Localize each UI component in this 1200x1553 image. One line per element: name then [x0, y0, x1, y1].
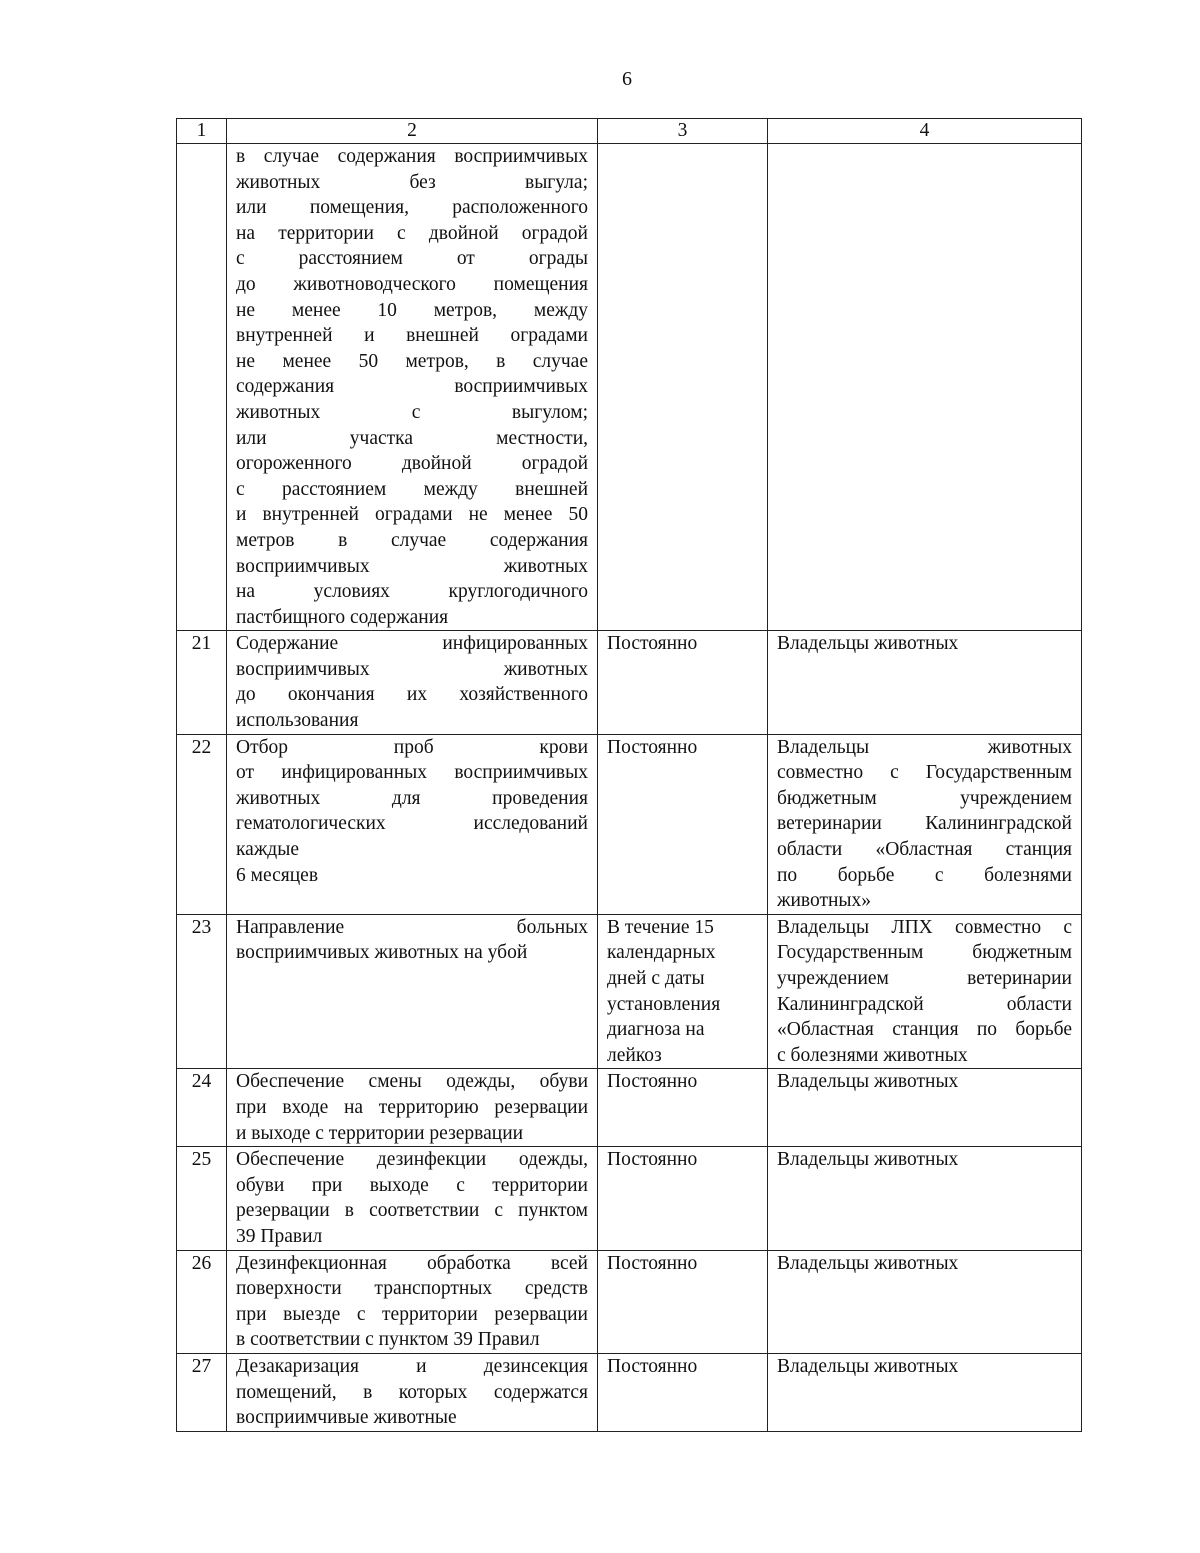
- row-number: 23: [177, 914, 227, 1069]
- cell-line: Владельцы ЛПХ совместно с: [777, 916, 1072, 938]
- cell-line: Дезинфекционная обработка всей: [236, 1252, 588, 1274]
- deadline-cell: [598, 1250, 768, 1353]
- cell-line: Направление больных: [236, 916, 588, 938]
- table-header-row: [177, 119, 1082, 144]
- table-row: [177, 631, 1082, 734]
- deadline-cell: [598, 631, 768, 734]
- row-number: 25: [177, 1147, 227, 1250]
- responsible-cell: [768, 1353, 1082, 1431]
- cell-line: на условиях круглогодичного: [236, 581, 588, 603]
- measure-cell: [227, 734, 598, 914]
- deadline-cell: [598, 734, 768, 914]
- row-number: [177, 144, 227, 631]
- cell-line: восприимчивых животных: [236, 658, 588, 680]
- responsible-cell: [768, 144, 1082, 631]
- responsible-cell: [768, 1147, 1082, 1250]
- header-cell: 4: [768, 119, 1082, 144]
- cell-line: Владельцы животных: [777, 1355, 959, 1377]
- cell-line: Постоянно: [607, 633, 698, 655]
- deadline-cell: [598, 914, 768, 1069]
- cell-line: Дезакаризация и дезинсекция: [236, 1355, 588, 1377]
- cell-line: не менее 50 метров, в случае: [236, 350, 588, 372]
- measure-cell: [227, 914, 598, 1069]
- cell-line: огороженного двойной оградой: [236, 453, 588, 475]
- cell-line: Постоянно: [607, 1252, 698, 1274]
- cell-line: животных без выгула;: [236, 171, 588, 193]
- cell-line: содержания восприимчивых: [236, 376, 588, 398]
- cell-line: с расстоянием между внешней: [236, 478, 588, 500]
- header-cell: 1: [177, 119, 227, 144]
- cell-line: животных»: [777, 890, 872, 912]
- cell-line: Постоянно: [607, 736, 698, 758]
- page-number: 6: [622, 68, 632, 90]
- cell-line: резервации в соответствии с пунктом: [236, 1200, 588, 1222]
- measure-cell: [227, 1250, 598, 1353]
- responsible-cell: [768, 631, 1082, 734]
- cell-line: Владельцы животных: [777, 736, 1072, 758]
- cell-line: не менее 10 метров, между: [236, 299, 588, 321]
- cell-line: бюджетным учреждением: [777, 787, 1072, 809]
- cell-line: использования: [236, 710, 359, 732]
- cell-line: Обеспечение дезинфекции одежды,: [236, 1149, 588, 1171]
- cell-line: и внутренней оградами не менее 50: [236, 504, 588, 526]
- cell-line: «Областная станция по борьбе: [777, 1019, 1072, 1041]
- cell-line: животных с выгулом;: [236, 401, 588, 423]
- cell-line: совместно с Государственным: [777, 762, 1072, 784]
- cell-line: 6 месяцев: [236, 864, 319, 886]
- row-number: 24: [177, 1069, 227, 1147]
- cell-line: Владельцы животных: [777, 1149, 959, 1171]
- cell-line: восприимчивых животных: [236, 555, 588, 577]
- measure-cell: [227, 631, 598, 734]
- table-row: [177, 914, 1082, 1069]
- table-row: [177, 1069, 1082, 1147]
- cell-line: установления: [607, 993, 721, 1015]
- header-cell: 3: [598, 119, 768, 144]
- cell-line: пастбищного содержания: [236, 606, 449, 628]
- cell-line: с болезнями животных: [777, 1044, 968, 1066]
- cell-line: при выезде с территории резервации: [236, 1303, 588, 1325]
- header-cell: 2: [227, 119, 598, 144]
- cell-line: с расстоянием от ограды: [236, 248, 588, 270]
- deadline-cell: [598, 1353, 768, 1431]
- row-number: 26: [177, 1250, 227, 1353]
- table-row: [177, 734, 1082, 914]
- measure-cell: [227, 1069, 598, 1147]
- cell-line: до окончания их хозяйственного: [236, 684, 588, 706]
- table-row: [177, 1147, 1082, 1250]
- deadline-cell: [598, 1069, 768, 1147]
- cell-line: области «Областная станция: [777, 839, 1072, 861]
- cell-line: каждые: [236, 839, 299, 861]
- cell-line: Калининградской области: [777, 993, 1072, 1015]
- measure-cell: [227, 144, 598, 631]
- measures-table: [176, 118, 1082, 1432]
- cell-line: или помещения, расположенного: [236, 197, 588, 219]
- table-row: [177, 1250, 1082, 1353]
- cell-line: до животноводческого помещения: [236, 273, 588, 295]
- cell-line: Содержание инфицированных: [236, 633, 588, 655]
- responsible-cell: [768, 734, 1082, 914]
- deadline-cell: [598, 1147, 768, 1250]
- cell-line: восприимчивых животных на убой: [236, 942, 528, 964]
- cell-line: Обеспечение смены одежды, обуви: [236, 1071, 588, 1093]
- cell-line: поверхности транспортных средств: [236, 1278, 588, 1300]
- responsible-cell: [768, 1250, 1082, 1353]
- table-row: [177, 144, 1082, 631]
- cell-line: Государственным бюджетным: [777, 942, 1072, 964]
- cell-line: дней с даты: [607, 968, 705, 989]
- cell-line: Владельцы животных: [777, 633, 959, 655]
- table-row: [177, 1353, 1082, 1431]
- cell-line: в случае содержания восприимчивых: [236, 146, 588, 167]
- deadline-cell: [598, 144, 768, 631]
- row-number: 21: [177, 631, 227, 734]
- cell-line: восприимчивые животные: [236, 1407, 457, 1429]
- cell-line: В течение 15: [607, 916, 714, 938]
- cell-line: ветеринарии Калининградской: [777, 813, 1072, 835]
- cell-line: или участка местности,: [236, 427, 588, 449]
- cell-line: Владельцы животных: [777, 1071, 959, 1093]
- cell-line: при входе на территорию резервации: [236, 1096, 588, 1118]
- cell-line: в соответствии с пунктом 39 Правил: [236, 1329, 540, 1351]
- cell-line: животных для проведения: [236, 787, 588, 809]
- responsible-cell: [768, 914, 1082, 1069]
- row-number: 27: [177, 1353, 227, 1431]
- cell-line: Постоянно: [607, 1355, 698, 1377]
- measure-cell: [227, 1353, 598, 1431]
- cell-line: календарных: [607, 942, 716, 964]
- cell-line: внутренней и внешней оградами: [236, 325, 588, 347]
- cell-line: Отбор проб крови: [236, 736, 588, 758]
- cell-line: метров в случае содержания: [236, 529, 588, 551]
- cell-line: по борьбе с болезнями: [777, 864, 1072, 886]
- measure-cell: [227, 1147, 598, 1250]
- cell-line: 39 Правил: [236, 1225, 323, 1247]
- cell-line: лейкоз: [607, 1044, 662, 1066]
- cell-line: от инфицированных восприимчивых: [236, 762, 588, 784]
- responsible-cell: [768, 1069, 1082, 1147]
- cell-line: диагноза на: [607, 1019, 705, 1041]
- cell-line: Владельцы животных: [777, 1252, 959, 1274]
- cell-line: учреждением ветеринарии: [777, 968, 1072, 989]
- cell-line: помещений, в которых содержатся: [236, 1381, 588, 1403]
- cell-line: и выходе с территории резервации: [236, 1122, 524, 1144]
- cell-line: Постоянно: [607, 1071, 698, 1093]
- cell-line: Постоянно: [607, 1149, 698, 1171]
- cell-line: гематологических исследований: [236, 813, 588, 835]
- cell-line: на территории с двойной оградой: [236, 222, 588, 244]
- cell-line: обуви при выходе с территории: [236, 1174, 588, 1196]
- row-number: 22: [177, 734, 227, 914]
